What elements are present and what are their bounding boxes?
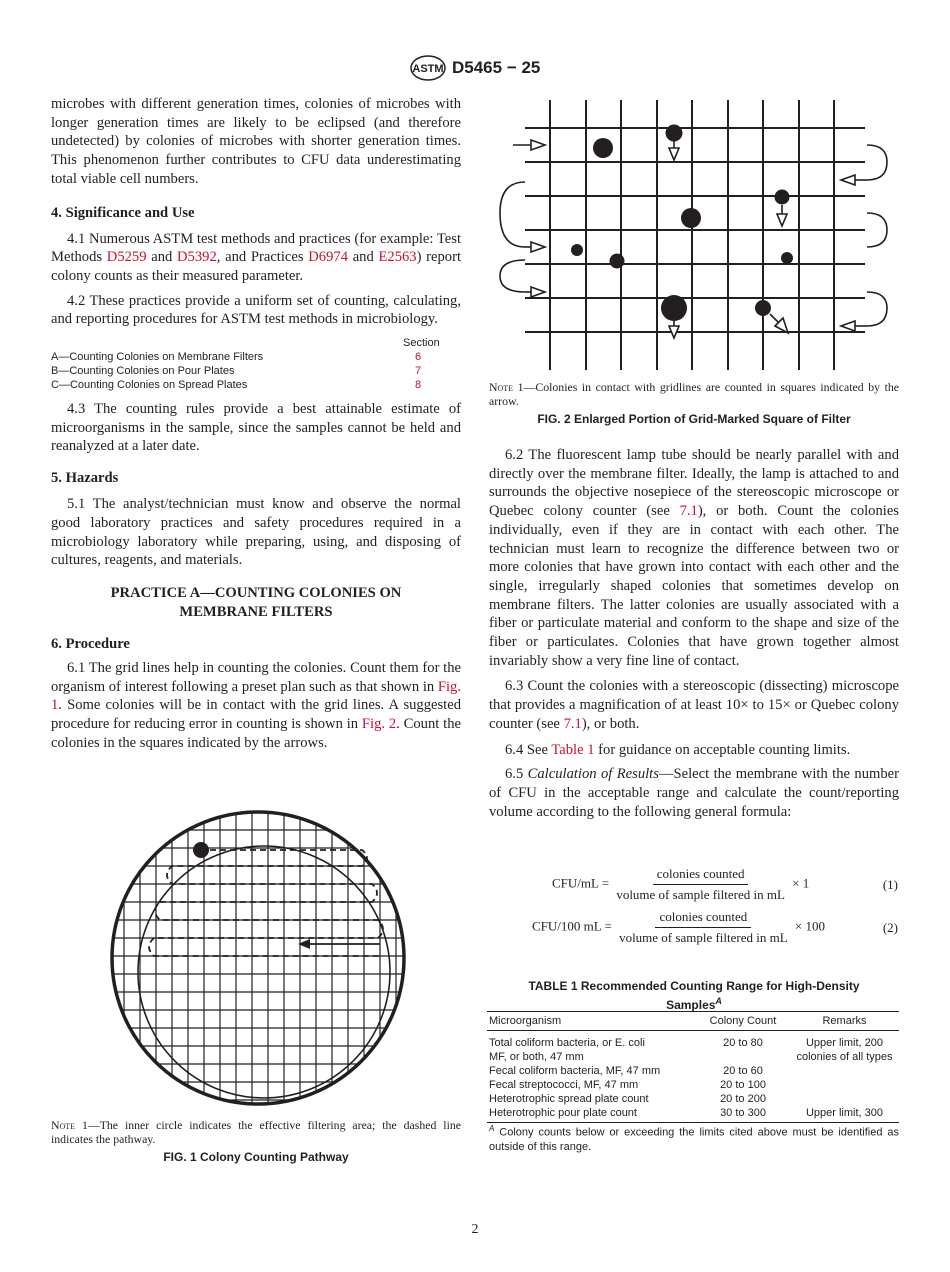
figure-1-caption: FIG. 1 Colony Counting Pathway: [163, 1150, 349, 1164]
table-row: Total coliform bacteria, or E. coli 20 to 80 Upper limit, 200: [489, 1037, 884, 1049]
paragraph-4-3: 4.3 The counting rules provide a best attainable estimate of microorganisms in the sample, since the samples cannot be held and reanalyzed at a later date.: [51, 401, 461, 455]
paragraph-6-5: 6.5 Calculation of Results—Select the membrane with the number of CFU in the acceptable range and calculate the count/reporting volume according to the following general formula:: [489, 766, 899, 820]
ref-d6974[interactable]: D6974: [308, 249, 348, 266]
section-link-7[interactable]: 7: [414, 365, 422, 378]
section-6-heading: 6. Procedure: [51, 635, 130, 652]
ref-fig-2[interactable]: Fig. 2: [361, 716, 397, 733]
figure-1-note: Note 1—The inner circle indicates the effective filtering area; the dashed line indicates the pathway.: [51, 1118, 461, 1146]
section-4-heading: 4. Significance and Use: [51, 204, 195, 221]
paragraph-6-3: 6.3 Count the colonies with a stereoscopic (dissecting) microscope that provides a magnification of at least 10× to 15× or Quebec colony counter (see 7.1), or both.: [489, 678, 899, 732]
ref-fig-1[interactable]: Fig. 1: [51, 678, 461, 714]
page-number: 2: [471, 1222, 479, 1237]
section-list-item: B—Counting Colonies on Pour Plates 7: [51, 364, 461, 378]
section-column-label: Section: [403, 337, 440, 350]
page-header: [0, 54, 950, 84]
table-header-remarks: Remarks: [790, 1012, 899, 1031]
ref-table-1[interactable]: Table 1: [551, 741, 595, 758]
section-list-item: A—Counting Colonies on Membrane Filters 6: [51, 350, 461, 364]
table-row: MF, or both, 47 mm colonies of all types: [489, 1051, 893, 1063]
equation-1-label: (1): [882, 877, 898, 892]
section-link-6[interactable]: 6: [414, 351, 422, 364]
astm-logo: [408, 54, 448, 82]
ref-d5392[interactable]: D5392: [177, 249, 217, 266]
section-list: [51, 336, 461, 392]
figure-2-caption: FIG. 2 Enlarged Portion of Grid-Marked Square of Filter: [537, 412, 851, 426]
table-row: Fecal coliform bacteria, MF, 47 mm 20 to 60: [489, 1065, 763, 1077]
figure-2-grid-square: [495, 100, 895, 375]
ref-7-1[interactable]: 7.1: [563, 715, 582, 732]
paragraph-6-2: 6.2 The fluorescent lamp tube should be nearly parallel with and directly over the membrane filter. Ideally, the lamp is attached to and surrounds the objective nosepiece of the stereoscopic microscope or Quebec colony counter (see 7.1), or both. Count the colonies individually, even if they are in contact with each other. The technician must learn to recognize the difference between two or more colonies that have grown into contact with each other and the single, irregularly shaped colonies that sometimes develop on membrane filters. The latter colonies are usually associated with a fiber or particulate material and conform to the shape and size of the fiber or particulates. Colonies that have grown together almost invariably show a very fine line of contact.: [489, 447, 899, 669]
equation-2-label: (2): [882, 920, 898, 935]
astm-logo-text: ASTM: [412, 63, 444, 75]
ref-d5259[interactable]: D5259: [106, 249, 147, 266]
figure-2-note: Note 1—Colonies in contact with gridlines are counted in squares indicated by the arrow.: [489, 380, 900, 408]
ref-e2563[interactable]: E2563: [378, 249, 417, 266]
equation-2: CFU/100 mL = $\frac{\text{colonies counted}}{\text{volume of sample filtered in mL}}$ × 100 (2): [532, 909, 898, 945]
document-id: D5465 − 25: [452, 58, 541, 77]
ref-7-1[interactable]: 7.1: [679, 503, 698, 520]
left-column: [51, 95, 461, 752]
paragraph-6-4: 6.4 See Table 1 for guidance on acceptable counting limits.: [505, 741, 851, 758]
intro-paragraph: microbes with different generation times, colonies of microbes with longer generation times are likely to be eclipsed (and therefore undetected) by colonies of microbes with shorter generation times. This phenomenon further contributes to CFU data underestimating total viable cell numbers.: [51, 96, 461, 187]
table-header-colony-count: Colony Count: [696, 1012, 790, 1031]
right-column: [489, 446, 899, 821]
paragraph-4-1: 4.1 Numerous ASTM test methods and practices (for example: Test Methods D5259 and D5392, and Practices D6974 and E2563) report colony counts as their measured parameter.: [51, 230, 462, 284]
table-row: Heterotrophic spread plate count 20 to 200: [489, 1093, 766, 1105]
table-row: Fecal streptococci, MF, 47 mm 20 to 100: [489, 1079, 766, 1091]
equation-1: CFU/mL = $\frac{\text{colonies counted}}{\text{volume of sample filtered in mL}}$ × 1 (1): [552, 866, 898, 902]
section-list-item: C—Counting Colonies on Spread Plates 8: [51, 378, 461, 392]
section-5-heading: 5. Hazards: [51, 470, 119, 487]
table-row: Heterotrophic pour plate count 30 to 300 Upper limit, 300: [487, 1106, 899, 1123]
figure-1-colony-counting-pathway: [110, 800, 410, 1115]
paragraph-5-1: 5.1 The analyst/technician must know and observe the normal good laboratory practices and safety procedures required in a microbiology laboratory while preparing, using, and disposing of cultures, reagents, and materials.: [51, 496, 461, 569]
paragraph-4-2: 4.2 These practices provide a uniform set of counting, calculating, and reporting procedures for ASTM test methods in microbiology.: [51, 292, 461, 328]
table-1-title: TABLE 1 Recommended Counting Range for High-Density Samples$^A$: [528, 979, 860, 1012]
paragraph-6-1: 6.1 The grid lines help in counting the colonies. Count them for the organism of interest following a preset plan such as that shown in Fig. 1. Some colonies will be in contact with the grid lines. A suggested procedure for reducing error in counting is shown in Fig. 2. Count the colonies in the squares indicated by the arrows.: [51, 659, 461, 751]
table-1: [487, 1011, 899, 1123]
table-1-footnote: $^A$ Colony counts below or exceeding the limits cited above must be identified as outside of this range.: [489, 1124, 899, 1153]
section-link-8[interactable]: 8: [414, 379, 422, 392]
practice-a-heading: PRACTICE A—COUNTING COLONIES ON MEMBRANE FILTERS: [110, 584, 402, 620]
table-header-microorganism: Microorganism: [487, 1012, 696, 1031]
